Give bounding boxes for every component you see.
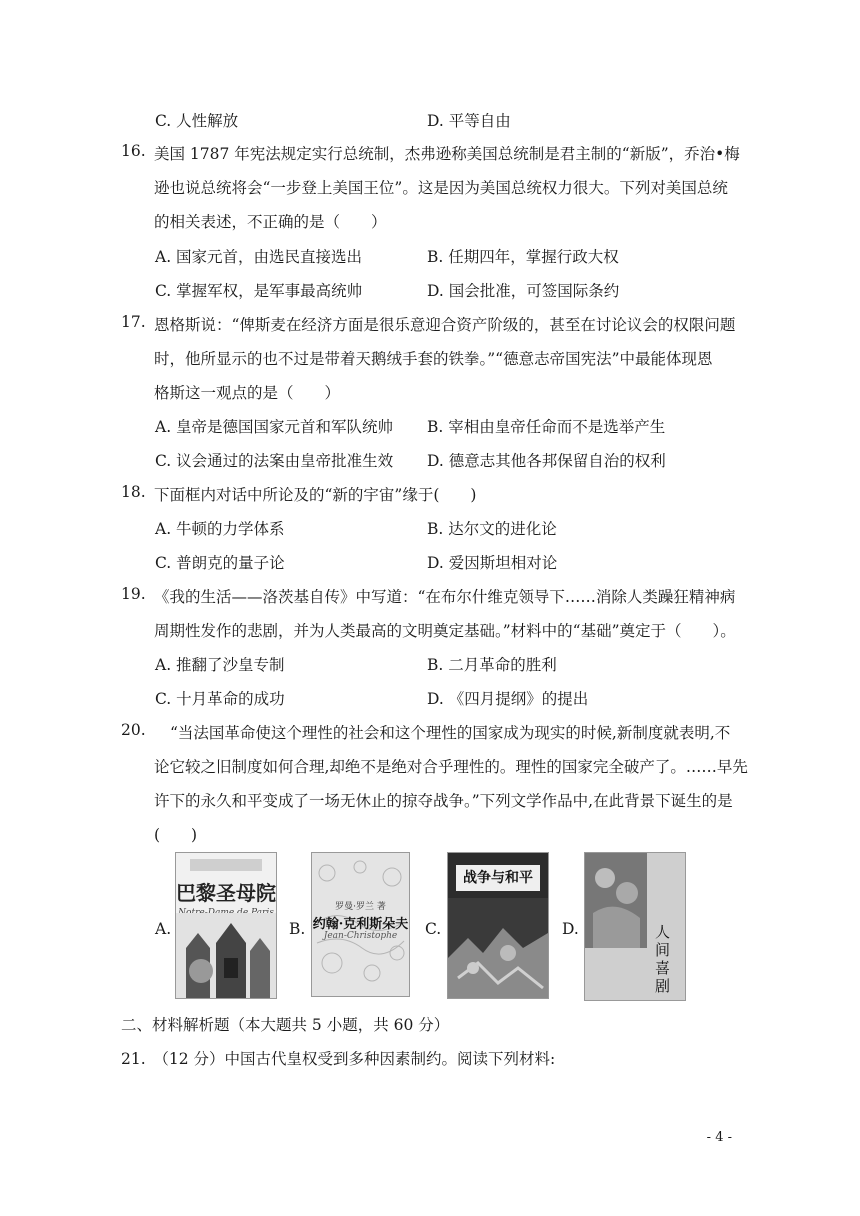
question-text-line: 恩格斯说：“俾斯麦在经济方面是很乐意迎合资产阶级的，甚至在讨论议会的权限问题: [154, 316, 736, 334]
sculpture-illustration-icon: [585, 853, 647, 948]
option-a: A. 皇帝是德国国家元首和军队统帅: [155, 418, 394, 436]
option-d: D. 爱因斯坦相对论: [427, 554, 558, 572]
option-d: D. 国会批准，可签国际条约: [427, 282, 620, 300]
book-cover-human-comedy: [584, 852, 686, 1001]
option-d: D. 《四月提纲》的提出: [427, 690, 589, 708]
book-title: 巴黎圣母院: [176, 881, 276, 905]
question-number: 18.: [121, 483, 146, 501]
option-c: C. 普朗克的量子论: [155, 554, 285, 572]
option-a: A. 推翻了沙皇专制: [155, 656, 285, 674]
question-text-line: 周期性发作的悲剧，并为人类最高的文明奠定基础。”材料中的“基础”奠定于（ ）。: [154, 622, 736, 640]
section-heading: 二、材料解析题（本大题共 5 小题，共 60 分）: [121, 1016, 450, 1034]
question-text-line: 许下的永久和平变成了一场无休止的掠夺战争。”下列文学作品中,在此背景下诞生的是: [154, 792, 733, 810]
option-c: C. 掌握军权，是军事最高统帅: [155, 282, 363, 300]
q15-option-c: C. 人性解放: [155, 112, 239, 130]
page-number: - 4 -: [706, 1130, 732, 1145]
option-b: B. 达尔文的进化论: [427, 520, 557, 538]
book-cover-notre-dame: [175, 852, 277, 999]
book-title: 人 间 喜 剧: [655, 923, 671, 995]
option-a: A. 国家元首，由选民直接选出: [155, 248, 363, 266]
option-b: B. 二月革命的胜利: [427, 656, 557, 674]
question-text-line: 的相关表述，不正确的是（ ）: [154, 213, 387, 231]
book-label-a: A.: [155, 920, 172, 938]
book-options: [155, 852, 715, 1002]
option-c: C. 议会通过的法案由皇帝批准生效: [155, 452, 394, 470]
question-text-line: 论它较之旧制度如何合理,却绝不是绝对合乎理性的。理性的国家完全破产了。……早先: [154, 758, 748, 776]
option-a: A. 牛顿的力学体系: [155, 520, 285, 538]
book-label-b: B.: [289, 920, 306, 938]
option-c: C. 十月革命的成功: [155, 690, 285, 708]
book-cover-jean-christophe: [311, 852, 410, 997]
question-text-line: 美国 1787 年宪法规定实行总统制，杰弗逊称美国总统制是君主制的“新版”，乔治•梅: [154, 145, 740, 163]
question-number: 19.: [121, 585, 146, 603]
question-text-line: 时，他所显示的也不过是带着天鹅绒手套的铁拳。”“德意志帝国宪法”中最能体现恩: [154, 350, 713, 368]
book-label-d: D.: [562, 920, 579, 938]
battle-scene-icon: [448, 898, 548, 998]
question-text-line: 下面框内对话中所论及的“新的宇宙”缘于( ): [154, 486, 477, 504]
book-author: 罗曼·罗兰 著: [335, 902, 386, 912]
q15-option-d: D. 平等自由: [427, 112, 511, 130]
question-number: 17.: [121, 313, 146, 331]
option-b: B. 宰相由皇帝任命而不是选举产生: [427, 418, 666, 436]
question-text-line: ( ): [154, 826, 198, 844]
decorative-strip: [190, 859, 262, 871]
option-b: B. 任期四年，掌握行政大权: [427, 248, 619, 266]
question-number: 16.: [121, 142, 146, 160]
book-label-c: C.: [425, 920, 442, 938]
book-cover-war-and-peace: [447, 852, 549, 999]
question-text-line: 《我的生活——洛茨基自传》中写道：“在布尔什维克领导下……消除人类躁狂精神病: [154, 588, 736, 606]
question-21: 21. （12 分）中国古代皇权受到多种因素制约。阅读下列材料:: [121, 1050, 556, 1068]
option-d: D. 德意志其他各邦保留自治的权利: [427, 452, 666, 470]
book-title: 约翰·克利斯朵夫: [312, 917, 409, 932]
question-text-line: 格斯这一观点的是（ ）: [154, 384, 341, 402]
cathedral-illustration-icon: [176, 913, 276, 998]
book-title: 战争与和平: [456, 865, 540, 891]
question-number: 20.: [121, 721, 146, 739]
question-text-line: “当法国革命使这个理性的社会和这个理性的国家成为现实的时候,新制度就表明,不: [170, 724, 731, 742]
book-subtitle: Jean-Christophe: [323, 931, 398, 941]
question-text-line: 逊也说总统将会“一步登上美国王位”。这是因为美国总统权力很大。下列对美国总统: [154, 179, 728, 197]
